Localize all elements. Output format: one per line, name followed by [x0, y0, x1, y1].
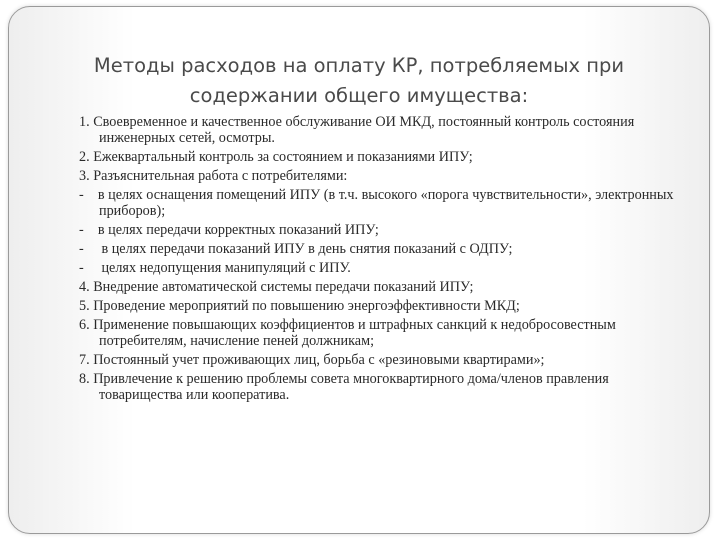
slide-title-line-2: содержании общего имущества: [189, 84, 529, 107]
list-item-8: 8. Привлечение к решению проблемы совета многоквартирного дома/членов правления товарищества или кооператива. [79, 371, 613, 403]
list-subitem-2: - в целях передачи корректных показаний ИПУ; [79, 222, 379, 238]
list-item-2: 2. Ежеквартальный контроль за состоянием и показаниями ИПУ; [79, 149, 473, 165]
list-item-5: 5. Проведение мероприятий по повышению энергоэффективности МКД; [79, 298, 520, 314]
list-item-4: 4. Внедрение автоматической системы передачи показаний ИПУ; [79, 279, 474, 295]
list-item-6: 6. Применение повышающих коэффициентов и штрафных санкций к недобросовестным потребителям, начисление пеней должникам; [79, 317, 620, 349]
slide-frame [8, 6, 710, 534]
slide-title [49, 51, 669, 111]
slide-body [79, 114, 679, 406]
list-subitem-3: - в целях передачи показаний ИПУ в день снятия показаний с ОДПУ; [79, 241, 513, 257]
list-item-3: 3. Разъяснительная работа с потребителями: [79, 168, 348, 184]
slide-title-line-1: Методы расходов на оплату КР, потребляемых при [93, 54, 625, 77]
list-item-1: 1. Своевременное и качественное обслуживание ОИ МКД, постоянный контроль состояния инженерных сетей, осмотры. [79, 114, 638, 146]
list-subitem-1: - в целях оснащения помещений ИПУ (в т.ч. высокого «порога чувствительности», электронных приборов); [79, 187, 678, 219]
list-subitem-4: - целях недопущения манипуляций с ИПУ. [79, 260, 351, 276]
list-item-7: 7. Постоянный учет проживающих лиц, борьба с «резиновыми квартирами»; [79, 352, 545, 368]
